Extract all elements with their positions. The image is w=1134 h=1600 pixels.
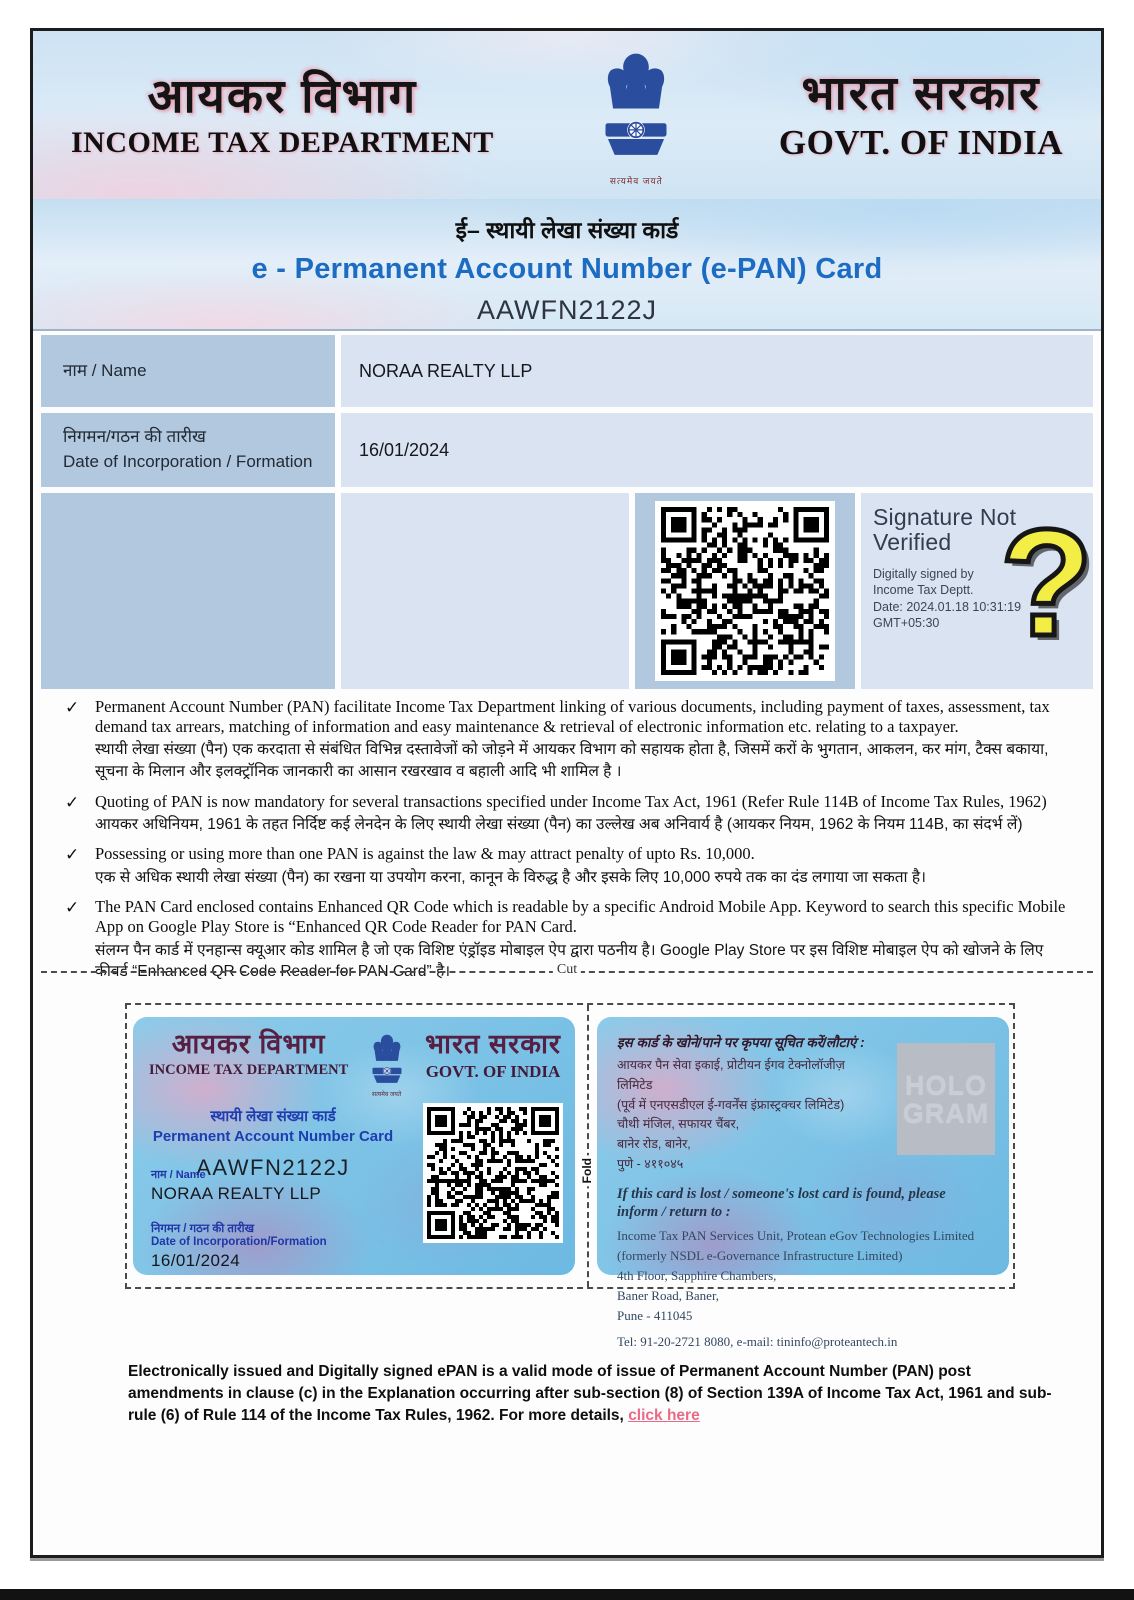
footer-text: Electronically issued and Digitally signed ePAN is a valid mode of issue of Permanent Account Number (PAN) post amendments in clause (c) in the Explanation occurring after sub-section (8) of Section 139A of Income Tax Act, 1961 and sub-rule (6) of Rule 114 of the Income Tax Rules, 1962. For more details, — [128, 1363, 1052, 1424]
qr-code-main — [655, 501, 835, 681]
hologram-text: HOLO — [905, 1069, 987, 1100]
name-value-cell — [341, 335, 1093, 407]
back-address-hindi — [617, 1056, 867, 1175]
card-dept-english: INCOME TAX DEPARTMENT — [149, 1062, 349, 1078]
card-dept-hindi: आयकर विभाग — [171, 1029, 326, 1059]
epan-document-sheet — [30, 28, 1104, 1558]
check-icon: ✓ — [65, 792, 80, 812]
epan-title-hindi: ई– स्थायी लेखा संख्या कार्ड — [455, 217, 679, 243]
bullet-item — [65, 792, 1073, 836]
info-bullets — [65, 697, 1073, 992]
card-doi-label-english: Date of Incorporation/Formation — [151, 1236, 327, 1249]
national-emblem-block — [594, 50, 678, 187]
name-value: NORAA REALTY LLP — [359, 360, 533, 381]
govt-name-hindi: भारत सरकार — [801, 66, 1041, 120]
title-band — [33, 199, 1101, 331]
doi-value-cell — [341, 413, 1093, 487]
check-icon: ✓ — [65, 898, 80, 918]
card-subtitle-english: Permanent Account Number Card — [152, 1128, 394, 1145]
govt-name-english: GOVT. OF INDIA — [778, 123, 1063, 163]
click-here-link[interactable]: click here — [628, 1407, 700, 1424]
spacer-cell — [341, 493, 629, 689]
back-address-hindi-line: बानेर रोड, बानेर, — [617, 1137, 691, 1151]
bullet-text-english: The PAN Card enclosed contains Enhanced QR Code which is readable by a specific Android Mobile App. Keyword to search this specific Mobile App on Google Play Store is “Enhanced QR Code Reader for PAN Card. — [95, 897, 1066, 937]
cut-line — [41, 962, 1093, 977]
epan-title-english: e - Permanent Account Number (e-PAN) Card — [251, 253, 883, 285]
bullet-item — [65, 844, 1073, 888]
pan-card-front — [133, 1017, 575, 1275]
back-contact-line: Tel: 91-20-2721 8080, e-mail: tininfo@proteantech.in — [617, 1334, 898, 1350]
back-address-english — [617, 1226, 991, 1327]
card-name-label: नाम / Name — [151, 1169, 206, 1181]
signature-status: Signature Not Verified — [873, 504, 1017, 556]
fold-label: Fold — [580, 1155, 594, 1186]
check-icon: ✓ — [65, 845, 80, 865]
card-govt-hindi: भारत सरकार — [425, 1029, 561, 1059]
government-block — [778, 66, 1063, 163]
bullet-text-english: Quoting of PAN is now mandatory for several transactions specified under Income Tax Act, 1961 (Refer Rule 114B of Income Tax Rules, 1962) — [95, 791, 1047, 811]
dept-name-english: INCOME TAX DEPARTMENT — [71, 125, 494, 159]
card-govt-english: GOVT. OF INDIA — [425, 1062, 561, 1081]
card-pan-number: AAWFN2122J — [196, 1155, 350, 1180]
back-address-english-line: (formerly NSDL e-Governance Infrastructure Limited) — [617, 1247, 903, 1263]
back-notice-hindi-title: इस कार्ड के खोने/पाने पर कृपया सूचित करें/लौटाएं : — [617, 1035, 865, 1050]
card-doi-value: 16/01/2024 — [151, 1251, 241, 1271]
card-doi-label-hindi: निगमन / गठन की तारीख — [151, 1223, 255, 1235]
emblem-motto: सत्यमेव जयते — [372, 1092, 402, 1098]
back-address-english-line: 4th Floor, Sapphire Chambers, — [617, 1268, 777, 1284]
ashoka-emblem-icon — [594, 50, 678, 172]
card-doi-block — [151, 1223, 327, 1271]
question-mark-icon: ? — [1000, 498, 1093, 668]
header-band — [33, 31, 1101, 199]
bullet-text-english: Possessing or using more than one PAN is against the law & may attract penalty of upto Rs. 10,000. — [95, 844, 755, 864]
back-address-hindi-line: पुणे - ४११०४५ — [617, 1156, 684, 1171]
signature-detail-line: Income Tax Deptt. — [873, 583, 974, 598]
card-name-block — [151, 1167, 321, 1204]
doi-label-cell — [41, 413, 335, 487]
pan-number: AAWFN2122J — [476, 295, 658, 325]
signature-detail-line: Digitally signed by — [873, 566, 974, 581]
back-address-english-line: Baner Road, Baner, — [617, 1288, 720, 1304]
back-address-english-line: Income Tax PAN Services Unit, Protean eGov Technologies Limited — [617, 1227, 975, 1243]
pan-card-back — [597, 1017, 1009, 1350]
dept-name-hindi: आयकर विभाग — [147, 68, 418, 122]
footer-disclaimer — [128, 1361, 1068, 1427]
bullet-text-hindi: संलग्न पैन कार्ड में एनहान्स क्यूआर कोड शामिल है जो एक विशिष्ट एंड्रॉइड मोबाइल ऐप द्वारा पठनीय है। Google Play Store पर इस विशिष्ट मोबाइल ऐप को खोजने के लिए कीवर्ड “Enhanced QR Code Reader for PAN Card” है। — [95, 941, 1044, 981]
hologram-text: GRAM — [902, 1098, 990, 1128]
doi-value: 16/01/2024 — [359, 439, 450, 460]
ashoka-emblem-icon — [369, 1033, 405, 1091]
department-block — [71, 68, 494, 159]
bullet-text-hindi: स्थायी लेखा संख्या (पैन) एक करदाता से संबंधित विभिन्न दस्तावेजों को जोड़ने में आयकर विभाग को सहायक होता है, जिसमें करों के भुगतान, आकलन, कर मांग, टैक्स बकाया, सूचना के मिलान और इलक्ट्रॉनिक जानकारी का आसान रखरखाव व बहाली आदि भी शामिल है । — [95, 741, 1049, 780]
card-front-header — [133, 1017, 575, 1098]
bullet-item — [65, 697, 1073, 783]
back-address-hindi-line: आयकर पैन सेवा इकाई, प्रोटीयन ईगव टेक्नोलॉजीज़ लिमिटेड — [617, 1058, 845, 1092]
card-subtitle-hindi: स्थायी लेखा संख्या कार्ड — [210, 1108, 336, 1125]
signature-detail-line: Date: 2024.01.18 10:31:19 — [873, 599, 1022, 614]
emblem-motto: सत्यमेव जयते — [609, 175, 663, 186]
name-label-cell — [41, 335, 335, 407]
qr-code-card — [423, 1103, 563, 1243]
check-icon: ✓ — [65, 698, 80, 717]
doi-label-english: Date of Incorporation / Formation — [63, 452, 313, 471]
doi-label-hindi: निगमन/गठन की तारीख — [63, 427, 206, 447]
name-label: नाम / Name — [63, 360, 147, 380]
signature-detail-line: GMT+05:30 — [873, 616, 940, 631]
bullet-text-hindi: आयकर अधिनियम, 1961 के तहत निर्दिष्ट कई लेनदेन के लिए स्थायी लेखा संख्या (पैन) का उल्लेख अब अनिवार्य है (आयकर नियम, 1962 के नियम 114B, का संदर्भ लें) — [95, 815, 1023, 833]
back-address-hindi-line: चौथी मंजिल, सफायर चैंबर, — [617, 1117, 740, 1132]
card-cutout-zone — [125, 1003, 1015, 1350]
cut-label: Cut — [553, 962, 581, 978]
qr-cell — [635, 493, 855, 689]
bullet-text-english: Permanent Account Number (PAN) facilitate Income Tax Department linking of various documents, including payment of taxes, assessment, tax demand tax arrears, matching of information and easy maintenance & retrieval of electronic information etc. relating to a taxpayer. — [95, 697, 1050, 737]
card-name-value: NORAA REALTY LLP — [151, 1184, 322, 1203]
back-notice-english-title: If this card is lost / someone's lost card is found, please inform / return to : — [617, 1185, 946, 1220]
hologram-box — [897, 1043, 995, 1155]
back-address-hindi-line: (पूर्व में एनएसडीएल ई-गवर्नेंस इंफ्रास्ट्रक्चर लिमिटेड) — [617, 1097, 845, 1112]
fold-line — [580, 1005, 594, 1287]
signature-panel — [861, 493, 1093, 689]
back-address-english-line: Pune - 411045 — [617, 1308, 693, 1324]
bullet-text-hindi: एक से अधिक स्थायी लेखा संख्या (पैन) का रखना या उपयोग करना, कानून के विरुद्ध है और इसके लिए 10,000 रुपये तक का दंड लगाया जा सकता है। — [95, 868, 926, 886]
bottom-edge-strip — [0, 1589, 1134, 1600]
photo-placeholder-cell — [41, 493, 335, 689]
